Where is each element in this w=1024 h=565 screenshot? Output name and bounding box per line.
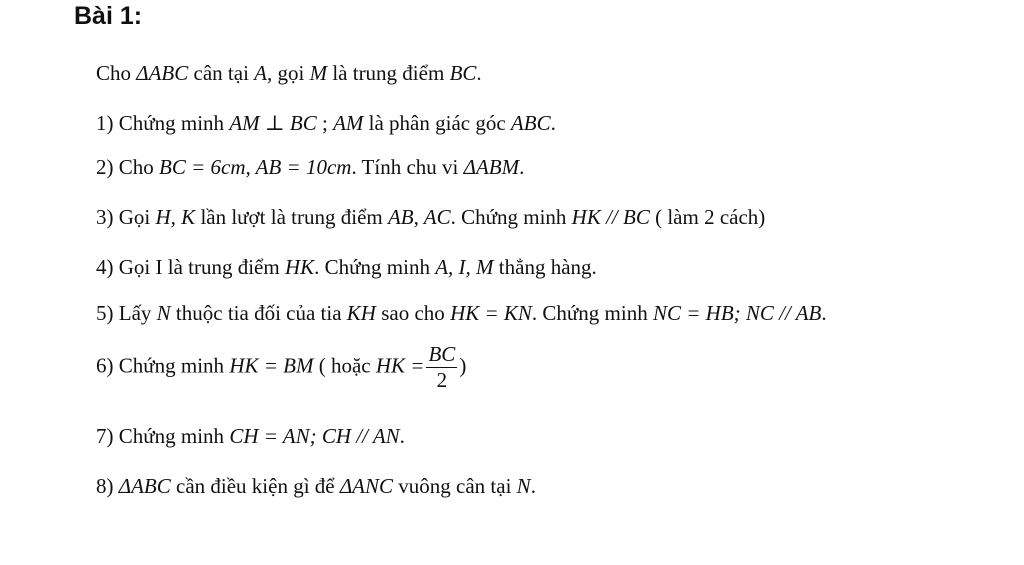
text: 5) Lấy: [96, 301, 157, 325]
text: ;: [316, 111, 334, 135]
text: là phân giác góc: [363, 111, 511, 135]
question-4: [96, 257, 597, 278]
text: 1) Chứng minh: [96, 111, 230, 135]
text: 3) Gọi: [96, 205, 156, 229]
math-expr: AB, AC: [387, 205, 451, 229]
text: .: [476, 61, 482, 85]
question-2: [96, 157, 524, 178]
fraction-numerator: BC: [428, 342, 456, 366]
fraction: [426, 344, 457, 391]
text: .: [399, 424, 405, 448]
math-expr: ABC: [510, 111, 551, 135]
math-expr: HK =: [375, 353, 425, 378]
math-expr: HK = BM: [229, 353, 314, 378]
math-expr: N: [516, 474, 531, 498]
text: 8): [96, 474, 119, 498]
text: ): [459, 353, 467, 378]
math-expr: HK: [284, 255, 315, 279]
text: cân tại: [188, 61, 255, 85]
question-1: [96, 113, 556, 134]
text: .: [530, 474, 536, 498]
math-expr: NC = HB; NC // AB: [652, 301, 822, 325]
question-5: [96, 303, 827, 324]
fraction-denominator: 2: [436, 368, 448, 392]
math-expr: HK = KN: [450, 301, 532, 325]
text: ( làm 2 cách): [649, 205, 766, 229]
text: là trung điểm: [327, 61, 450, 85]
text: lần lượt là trung điểm: [195, 205, 388, 229]
text: sao cho: [375, 301, 451, 325]
question-6: [96, 344, 466, 391]
question-8: [96, 476, 536, 497]
math-expr: BC: [449, 61, 477, 85]
text: thuộc tia đối của tia: [170, 301, 347, 325]
math-expr: AM: [333, 111, 364, 135]
math-expr: ΔABM: [463, 155, 520, 179]
math-expr: BC = 6cm, AB = 10cm: [159, 155, 352, 179]
text: . Tính chu vi: [351, 155, 464, 179]
math-expr: M: [309, 61, 328, 85]
math-expr: ΔANC: [339, 474, 394, 498]
math-expr: ΔABC: [118, 474, 171, 498]
math-expr: A, I, M: [435, 255, 494, 279]
problem-intro: [96, 63, 482, 84]
text: .: [821, 301, 827, 325]
question-3: [96, 207, 765, 228]
exercise-title: Bài 1:: [74, 2, 143, 30]
text: .: [550, 111, 556, 135]
math-expr: N: [156, 301, 171, 325]
math-expr: CH = AN; CH // AN: [229, 424, 400, 448]
text: 2) Cho: [96, 155, 159, 179]
text: 6) Chứng minh: [96, 353, 230, 378]
math-expr: AM ⊥ BC: [229, 111, 317, 135]
text: 7) Chứng minh: [96, 424, 230, 448]
math-expr: ΔABC: [136, 61, 189, 85]
text: , gọi: [266, 61, 310, 85]
text: . Chứng minh: [450, 205, 572, 229]
math-expr: A: [254, 61, 267, 85]
text: .: [519, 155, 525, 179]
text: ( hoặc: [313, 353, 376, 378]
text: . Chứng minh: [531, 301, 653, 325]
text: vuông cân tại: [393, 474, 517, 498]
math-expr: H, K: [155, 205, 196, 229]
text: thẳng hàng.: [493, 255, 597, 279]
math-expr: KH: [346, 301, 376, 325]
math-expr: HK // BC: [571, 205, 650, 229]
text: Cho: [96, 61, 137, 85]
text: cần điều kiện gì để: [170, 474, 340, 498]
text: 4) Gọi I là trung điểm: [96, 255, 285, 279]
text: . Chứng minh: [314, 255, 436, 279]
question-7: [96, 426, 405, 447]
